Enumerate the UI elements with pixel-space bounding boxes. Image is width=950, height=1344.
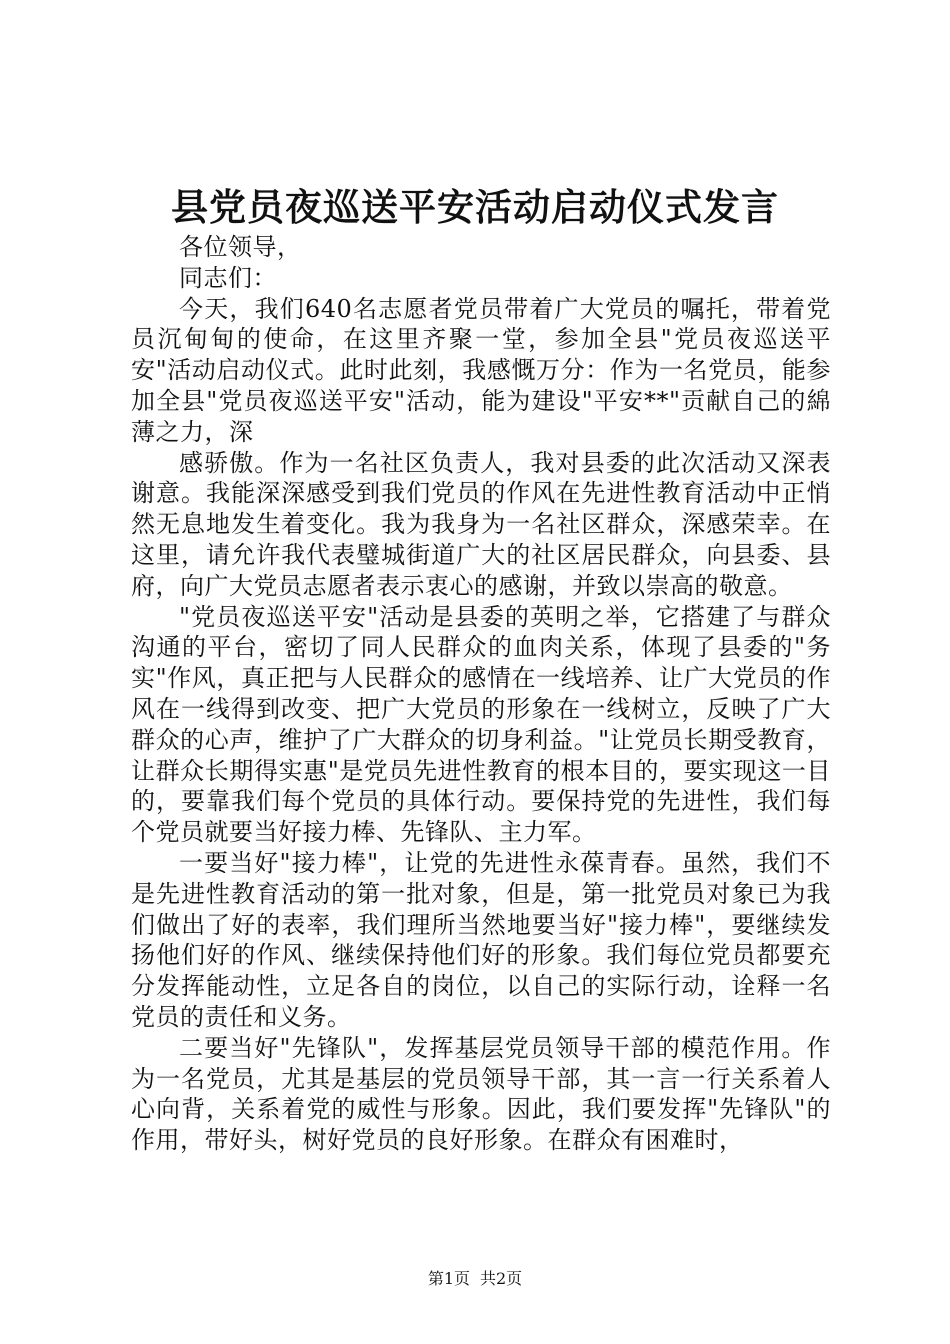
paragraph: "党员夜巡送平安"活动是县委的英明之举，它搭建了与群众沟通的平台，密切了同人民群众的血肉关系，体现了县委的"务实"作风，真正把与人民群众的感情在一线培养、让广大党员的作风在一线得到改变、把广大党员的形象在一线树立，反映了广大群众的心声，维护了广大群众的切身利益。"让党员长期受教育，让群众长期得实惠"是党员先进性教育的根本目的，要实现这一目的，要靠我们每个党员的具体行动。要保持党的先进性，我们每个党员就要当好接力棒、先锋队、主力军。 xyxy=(131,602,831,847)
paragraph: 二要当好"先锋队"，发挥基层党员领导干部的模范作用。作为一名党员，尤其是基层的党员领导干部，其一言一行关系着人心向背，关系着党的威性与形象。因此，我们要发挥"先锋队"的作用，带好头，树好党员的良好形象。在群众有困难时， xyxy=(131,1033,831,1155)
salutation-leaders: 各位领导， xyxy=(179,233,302,261)
page-total: 共2页 xyxy=(480,1269,523,1288)
paragraph: 一要当好"接力棒"，让党的先进性永葆青春。虽然，我们不是先进性教育活动的第一批对象，但是，第一批党员对象已为我们做出了好的表率，我们理所当然地要当好"接力棒"，要继续发扬他们好的作风、继续保持他们好的形象。我们每位党员都要充分发挥能动性，立足各自的岗位，以自己的实际行动，诠释一名党员的责任和义务。 xyxy=(131,848,831,1031)
document-body xyxy=(131,232,831,1156)
paragraph: 今天，我们640名志愿者党员带着广大党员的嘱托，带着党员沉甸甸的使命，在这里齐聚一堂，参加全县"党员夜巡送平安"活动启动仪式。此时此刻，我感慨万分：作为一名党员，能参加全县"党员夜巡送平安"活动，能为建设"平安**"贡献自己的綿薄之力，深 xyxy=(131,294,831,446)
salutation-comrades: 同志们： xyxy=(179,263,277,292)
document-title: 县党员夜巡送平安活动启动仪式发言 xyxy=(171,185,779,229)
page-number: 第1页 xyxy=(427,1269,470,1288)
page-footer xyxy=(0,1268,950,1290)
paragraph: 感骄傲。作为一名社区负责人，我对县委的此次活动又深表谢意。我能深深感受到我们党员的作风在先进性教育活动中正悄然无息地发生着变化。我为我身为一名社区群众，深感荣幸。在这里，请允许我代表璧城街道广大的社区居民群众，向县委、县府，向广大党员志愿者表示衷心的感谢，并致以崇高的敬意。 xyxy=(131,448,831,600)
